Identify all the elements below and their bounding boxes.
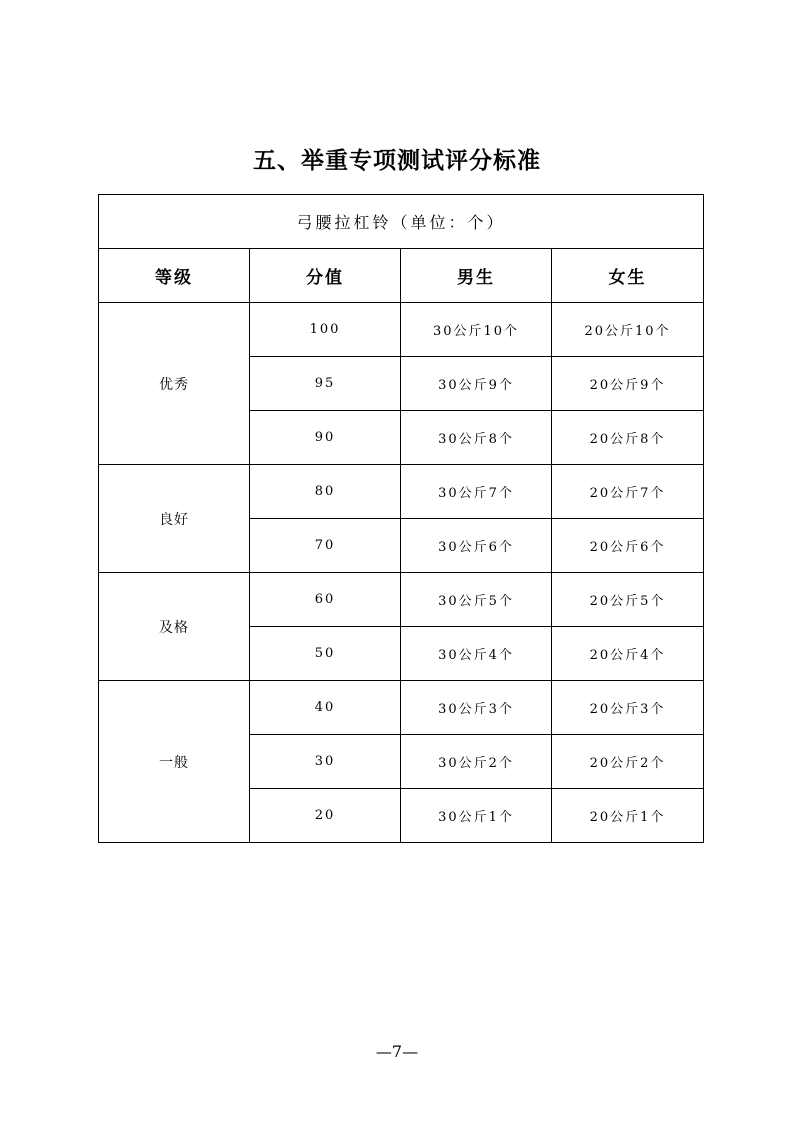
score-cell: 50: [250, 627, 401, 681]
grade-cell: 一般: [99, 681, 250, 843]
header-female: 女生: [552, 249, 704, 303]
header-score: 分值: [250, 249, 401, 303]
female-cell: 20公斤7个: [552, 465, 704, 519]
table-row: [99, 465, 704, 519]
male-cell: 30公斤9个: [401, 357, 552, 411]
score-cell: 80: [250, 465, 401, 519]
male-cell: 30公斤7个: [401, 465, 552, 519]
table-row: [99, 681, 704, 735]
page-number: —7—: [375, 1042, 419, 1061]
table-row: [99, 573, 704, 627]
table-header-row: [99, 249, 704, 303]
female-cell: 20公斤6个: [552, 519, 704, 573]
male-cell: 30公斤10个: [401, 303, 552, 357]
male-cell: 30公斤3个: [401, 681, 552, 735]
score-cell: 70: [250, 519, 401, 573]
scoring-table-body: [99, 195, 704, 843]
male-cell: 30公斤1个: [401, 789, 552, 843]
female-cell: 20公斤10个: [552, 303, 704, 357]
table-caption: 弓腰拉杠铃（单位：个）: [99, 195, 704, 249]
male-cell: 30公斤8个: [401, 411, 552, 465]
male-cell: 30公斤4个: [401, 627, 552, 681]
female-cell: 20公斤5个: [552, 573, 704, 627]
score-cell: 100: [250, 303, 401, 357]
male-cell: 30公斤5个: [401, 573, 552, 627]
grade-cell: 优秀: [99, 303, 250, 465]
female-cell: 20公斤9个: [552, 357, 704, 411]
male-cell: 30公斤6个: [401, 519, 552, 573]
header-male: 男生: [401, 249, 552, 303]
female-cell: 20公斤8个: [552, 411, 704, 465]
grade-cell: 良好: [99, 465, 250, 573]
page-title: 五、举重专项测试评分标准: [253, 148, 541, 174]
female-cell: 20公斤1个: [552, 789, 704, 843]
score-cell: 95: [250, 357, 401, 411]
female-cell: 20公斤2个: [552, 735, 704, 789]
header-grade: 等级: [99, 249, 250, 303]
female-cell: 20公斤4个: [552, 627, 704, 681]
table-row: [99, 303, 704, 357]
score-cell: 40: [250, 681, 401, 735]
score-cell: 30: [250, 735, 401, 789]
score-cell: 90: [250, 411, 401, 465]
grade-cell: 及格: [99, 573, 250, 681]
scoring-table: [98, 194, 704, 843]
score-cell: 20: [250, 789, 401, 843]
score-cell: 60: [250, 573, 401, 627]
male-cell: 30公斤2个: [401, 735, 552, 789]
female-cell: 20公斤3个: [552, 681, 704, 735]
